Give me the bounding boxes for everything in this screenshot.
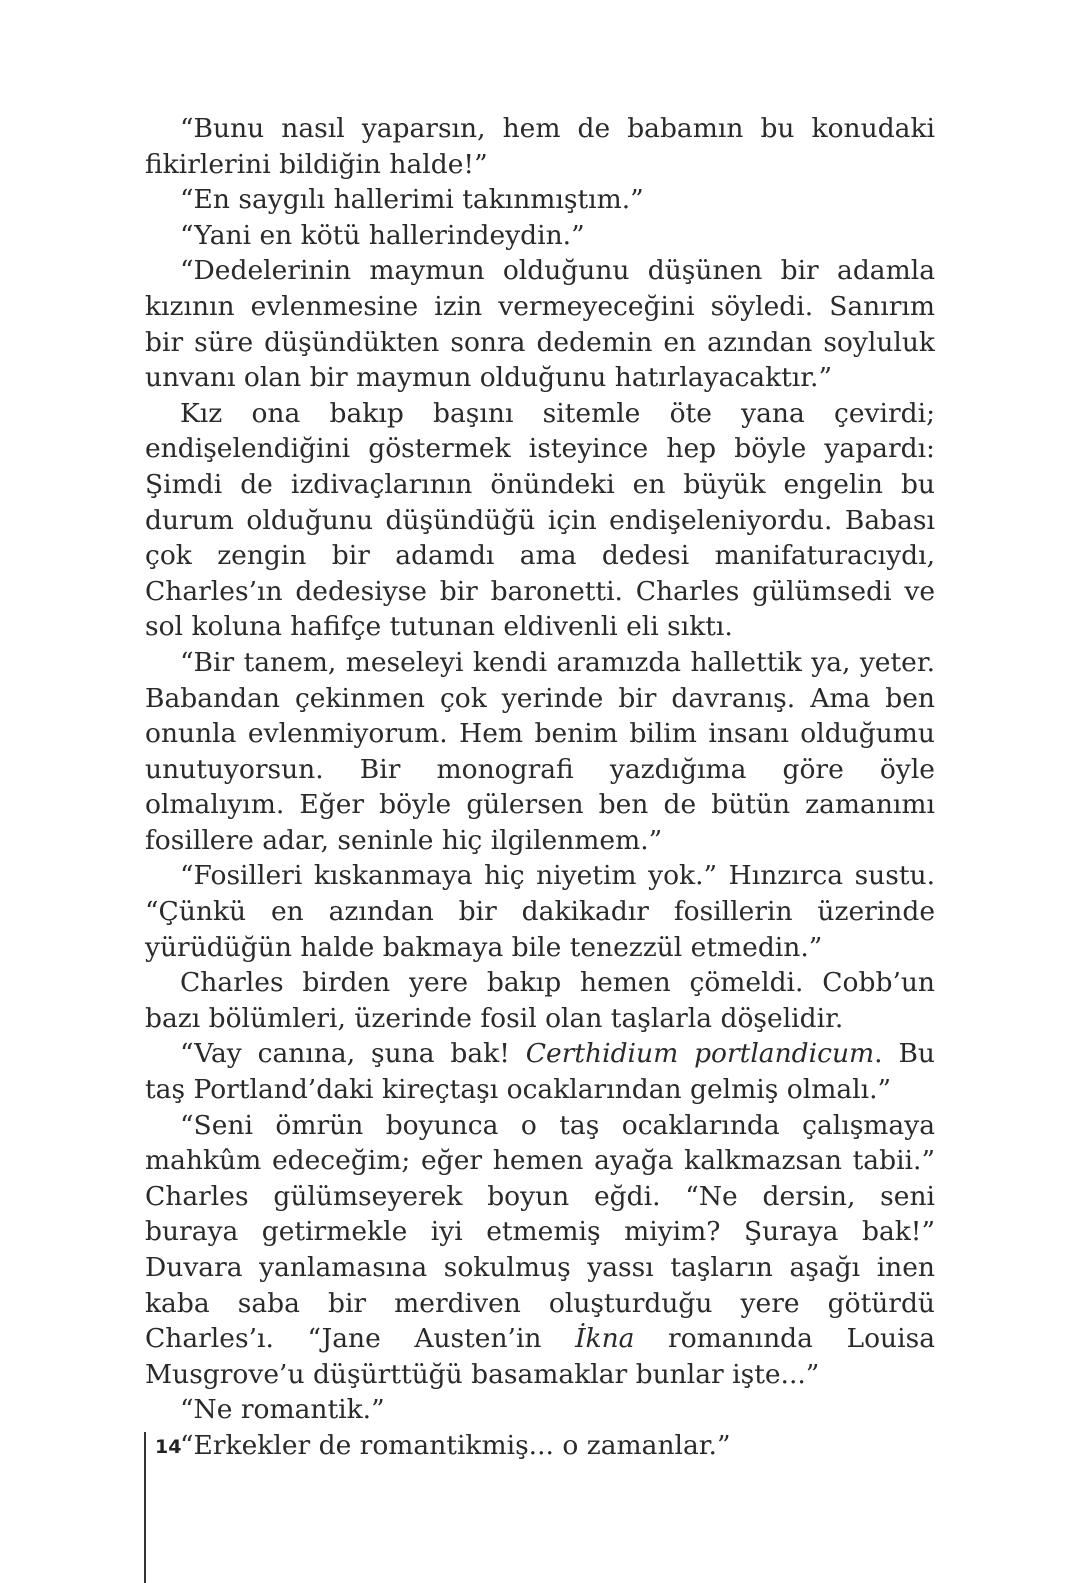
paragraph: [145, 1108, 935, 1393]
paragraph: “Erkekler de romantikmiş... o zamanlar.”: [180, 1429, 731, 1461]
paragraph-text: “Vay canına, şuna bak!: [180, 1038, 526, 1070]
paragraph: “Ne romantik.”: [180, 1394, 385, 1426]
species-name: Certhidium portlandicum: [525, 1038, 875, 1070]
paragraph-text: “Seni ömrün boyunca o taş ocaklarında çalışmaya mahkûm edeceğim; eğer hemen ayağa kalkmazsan tabii.” Charles gülümseyerek boyun eğdi. “Ne dersin, seni buraya getirmekle iyi etmemiş miyim? Şuraya bak!” Duvara yanlamasına sokulmuş yassı taşların aşağı inen kaba saba bir merdiven oluşturduğu yere götürdü Charles’ı. “Jane Austen’in: [145, 1109, 935, 1355]
page-number: 14: [155, 1436, 182, 1458]
paragraph-text: . Bu taş Portland’daki kireçtaşı ocaklarından gelmiş olmalı.”: [145, 1038, 936, 1106]
margin-rule: [144, 1432, 146, 1583]
paragraph: “Bunu nasıl yaparsın, hem de babamın bu konudaki fikirlerini bildiğin halde!”: [145, 113, 935, 180]
paragraph: “Bir tanem, meseleyi kendi aramızda hallettik ya, yeter. Babandan çekinmen çok yerinde bir davranış. Ama ben onunla evlenmiyorum. Hem benim bilim insanı olduğumu unutuyorsun. Bir monografi yazdığıma göre öyle olmalıyım. Eğer böyle gülersen ben de bütün zamanımı fosillere adar, seninle hiç ilgilenmem.”: [145, 646, 935, 856]
body-text: [145, 111, 935, 1464]
paragraph: Kız ona bakıp başını sitemle öte yana çevirdi; endişelendiğini göstermek isteyince hep böyle yapardı: Şimdi de izdivaçlarının önündeki en büyük engelin bu durum olduğunu düşündüğü için endişeleniyordu. Babası çok zengin bir adamdı ama dedesi manifaturacıydı, Charles’ın dedesiyse bir baronetti. Charles gülümsedi ve sol koluna hafifçe tutunan eldivenli eli sıktı.: [145, 397, 935, 643]
book-title: İkna: [575, 1323, 635, 1355]
paragraph: “En saygılı hallerimi takınmıştım.”: [180, 184, 644, 216]
paragraph: Charles birden yere bakıp hemen çömeldi. Cobb’un bazı bölümleri, üzerinde fosil olan taşlarla döşelidir.: [145, 967, 935, 1034]
paragraph: “Dedelerinin maymun olduğunu düşünen bir adamla kızının evlenmesine izin vermeyeceğini söyledi. Sanırım bir süre düşündükten sonra dedemin en azından soyluluk unvanı olan bir maymun olduğunu hatırlayacaktır.”: [145, 255, 935, 394]
paragraph: “Fosilleri kıskanmaya hiç niyetim yok.” Hınzırca sustu. “Çünkü en azından bir dakikadır fosillerin üzerinde yürüdüğün halde bakmaya bile tenezzül etmedin.”: [145, 860, 935, 963]
paragraph-text: romanında Louisa Musgrove’u düşürttüğü basamaklar bunlar işte...”: [145, 1323, 935, 1390]
paragraph: [145, 1036, 935, 1107]
paragraph: “Yani en kötü hallerindeydin.”: [180, 219, 585, 251]
